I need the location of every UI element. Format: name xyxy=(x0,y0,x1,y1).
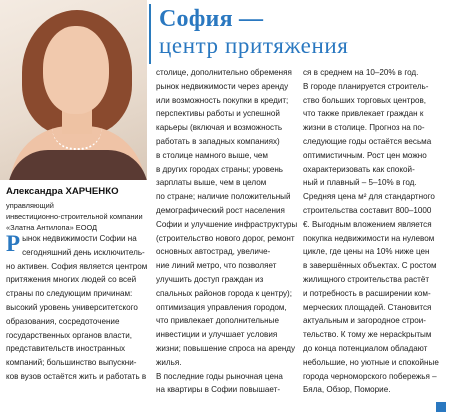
text-line: представительств иностранных xyxy=(6,344,126,354)
text-line: в завершённых объектах. С ростом xyxy=(303,261,437,271)
text-line: мерческих площадей. Становится xyxy=(303,302,432,312)
headline xyxy=(149,4,447,64)
text-line: зарплаты выше, чем в целом xyxy=(156,178,267,188)
headline-line-1: София — xyxy=(159,6,264,32)
article-column-3 xyxy=(303,66,447,397)
author-caption xyxy=(6,186,146,233)
text-line: цикле, где цены на 10% ниже цен xyxy=(303,247,430,257)
headline-line-2: центр притяжения xyxy=(159,33,349,58)
text-line: актуальным и загородное строи- xyxy=(303,316,426,326)
text-line: города черноморского побережья – xyxy=(303,371,437,381)
text-line: небольшие, но уютные и спокойные xyxy=(303,357,439,367)
author-role-line: управляющий xyxy=(6,201,54,210)
text-line: жилья. xyxy=(156,357,182,367)
text-line: в столице намного выше, чем xyxy=(156,150,268,160)
text-line: компаний; большинство выпускни- xyxy=(6,358,137,368)
text-line: высокий уровень университетского xyxy=(6,302,138,312)
text-line: жилищного строительства растёт xyxy=(303,274,430,284)
text-line: ков вузов остаётся жить и работать в xyxy=(6,371,147,381)
text-line: покупка недвижимости на нулевом xyxy=(303,233,435,243)
text-line: В городе планируется строитель- xyxy=(303,81,429,91)
text-line: перспективы работы и успешной xyxy=(156,109,280,119)
drop-cap: Р xyxy=(6,231,21,256)
text-line: жизни в столице. Прогноз на по- xyxy=(303,123,425,133)
text-line: по стране; наличие положительный xyxy=(156,192,291,202)
text-line: ся в среднем на 10–20% в год. xyxy=(303,68,419,77)
author-photo xyxy=(0,0,147,180)
text-line: Бяла, Обзор, Поморие. xyxy=(303,385,391,395)
text-line: ние линий метро, что позволяет xyxy=(156,261,277,271)
text-line: демографический рост населения xyxy=(156,205,285,215)
photo-face-shape xyxy=(43,26,109,114)
author-role-line: «Златна Антилопа» ЕООД xyxy=(6,223,98,232)
page-corner-marker xyxy=(436,402,446,412)
text-line: инвестиции и улучшает условия xyxy=(156,330,278,340)
text-line: Софии и улучшение инфраструктуры xyxy=(156,219,298,229)
text-line: следующие годы остаётся весьма xyxy=(303,136,432,146)
text-line: оптимистичным. Рост цен можно xyxy=(303,150,427,160)
text-line: оптимизация управления городом, xyxy=(156,302,287,312)
text-line: образования, сосредоточение xyxy=(6,316,120,326)
text-line: столице, дополнительно обременяя xyxy=(156,68,292,77)
text-line: но активен. София является центром xyxy=(6,261,148,271)
text-line: что также привлекает граждан к xyxy=(303,109,424,119)
text-line: охарактеризовать как спокой- xyxy=(303,164,415,174)
text-line: В последние годы рыночная цена xyxy=(156,371,283,381)
author-name: Александра ХАРЧЕНКО xyxy=(6,186,119,197)
text-line: карьеры (включая и возможность xyxy=(156,123,283,133)
text-line: ный и плавный – 5–10% в год. xyxy=(303,178,417,188)
text-line: рынок недвижимости через аренду xyxy=(156,81,289,91)
text-line: строительства составит 800–1000 xyxy=(303,205,432,215)
text-line: страны по следующим причинам: xyxy=(6,289,133,299)
article-column-2 xyxy=(156,66,298,397)
text-line: (строительство нового дорог, ремонт xyxy=(156,233,295,243)
text-line: спальных районов города к центру); xyxy=(156,288,292,298)
text-line: или возможность покупки в кредит; xyxy=(156,95,289,105)
text-line: притяжения многих людей со всей xyxy=(6,275,137,285)
text-line: ство больших торговых центров, xyxy=(303,95,427,105)
text-line: ынок недвижимости Софии на xyxy=(22,234,137,243)
text-line: на квартиры в Софии повышает- xyxy=(156,385,281,395)
text-line: жизни; повышение спроса на аренду xyxy=(156,343,296,353)
text-line: Средняя цена м² для стандартного xyxy=(303,192,435,202)
text-line: улучшить доступ граждан из xyxy=(156,274,264,284)
text-line: €. Выгодным вложением является xyxy=(303,219,432,229)
article-column-1 xyxy=(6,232,149,384)
author-role-line: инвестиционно-строительной компании xyxy=(6,212,143,221)
text-line: что привлекает дополнительные xyxy=(156,316,279,326)
text-line: государственных органов власти, xyxy=(6,330,133,340)
text-line: и потребность в расширении ком- xyxy=(303,288,431,298)
text-line: тельство. К тому же нерасkрытым xyxy=(303,330,432,340)
photo-clothing-shape xyxy=(8,150,147,180)
text-line: в других городах страны; уровень xyxy=(156,164,284,174)
text-line: до конца потенциалом обладают xyxy=(303,343,428,353)
text-line: сегодняшний день исключитель- xyxy=(22,247,145,257)
text-line: основных автострад, увеличе- xyxy=(156,247,271,257)
text-line: работать в западных компаниях) xyxy=(156,136,280,146)
